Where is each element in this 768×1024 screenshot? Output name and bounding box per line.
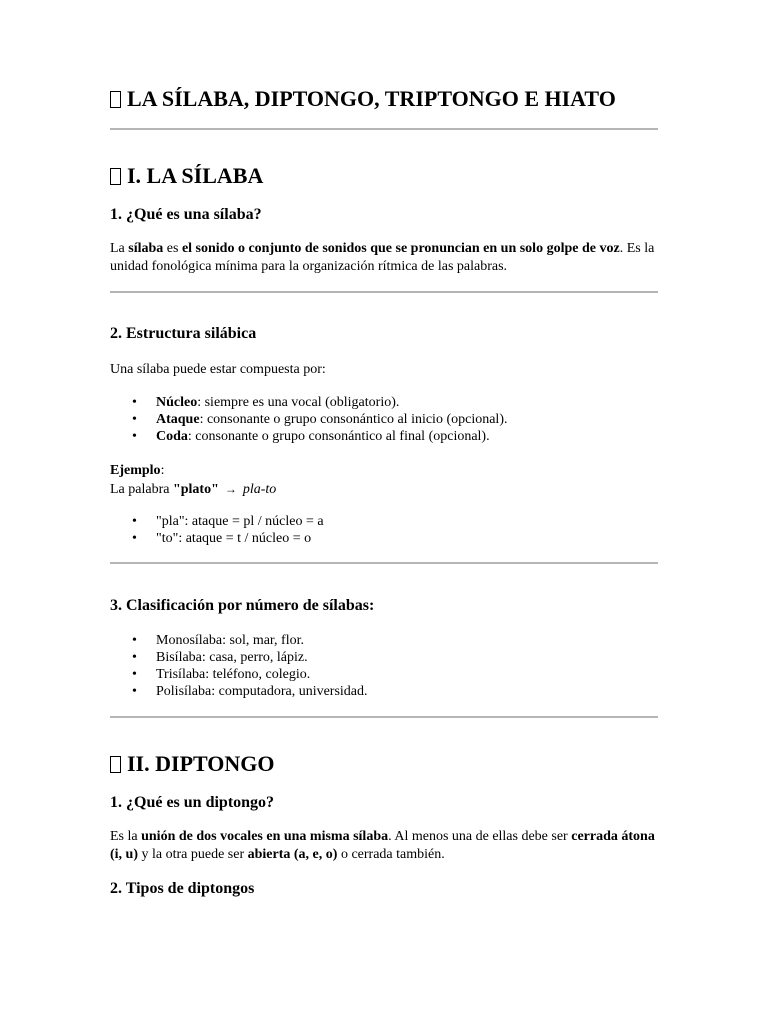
list-clasificacion [110,632,658,700]
divider [110,128,658,130]
list-item: • "to": ataque = t / núcleo = o [110,530,658,547]
list-ejemplo [110,513,658,547]
text-run: : siempre es una vocal (obligatorio). [197,395,400,410]
list-item: • Polisílaba: computadora, universidad. [110,683,658,700]
text-run: . Al menos una de ellas debe ser [388,829,572,844]
subheading-estructura: 2. Estructura silábica [110,325,257,342]
section-heading-text: I. LA SÍLABA [127,163,264,188]
subheading-que-es-silaba: 1. ¿Qué es una sílaba? [110,206,262,223]
bold-word: "plato" [172,482,219,497]
text-run: . Es la unidad fonológica mínima para la organización rítmica de las palabras. [110,241,655,274]
bold-term: abierta (a, e, o) [247,847,338,862]
list-item: • Bisílaba: casa, perro, lápiz. [110,649,658,666]
list-item [110,411,658,428]
paragraph-estructura-intro: Una sílaba puede estar compuesta por: [110,362,326,377]
paragraph-diptongo-definition [110,828,658,864]
text-run: La palabra [110,482,173,497]
arrow-right-icon: → [224,482,237,496]
document-title-text: LA SÍLABA, DIPTONGO, TRIPTONGO E HIATO [127,86,616,111]
text-run: : consonante o grupo consonántico al inicio (opcional). [199,412,508,427]
bold-term: cerrada átona (i, u) [110,829,655,862]
text-run: o cerrada también. [337,847,445,862]
bold-term: Ataque [156,412,200,427]
bold-term: sílaba [128,241,164,256]
subheading-que-es-diptongo: 1. ¿Qué es un diptongo? [110,794,275,811]
section-heading-diptongo [110,751,275,777]
text-run: La [110,241,129,256]
paragraph-silaba-definition [110,240,658,276]
missing-glyph-icon [110,756,121,773]
list-estructura [110,394,658,445]
divider [110,562,658,564]
text-run: : consonante o grupo consonántico al final (opcional). [187,429,490,444]
list-item: • Monosílaba: sol, mar, flor. [110,632,658,649]
bold-label: Ejemplo [110,463,161,478]
divider [110,291,658,293]
bold-term: Coda [156,429,188,444]
divider [110,716,658,718]
text-run: y la otra puede ser [138,847,248,862]
italic-split: pla-to [242,482,277,497]
subheading-clasificacion: 3. Clasificación por número de sílabas: [110,597,375,614]
bold-definition: unión de dos vocales en una misma sílaba [141,829,389,844]
text-run: es [163,241,182,256]
subheading-tipos-diptongos: 2. Tipos de diptongos [110,880,255,897]
text-run: : [160,463,165,478]
missing-glyph-icon [110,91,121,108]
text-run: Es la [110,829,142,844]
bold-term: Núcleo [156,395,198,410]
list-item [110,428,658,445]
section-heading-text: II. DIPTONGO [127,751,275,776]
paragraph-ejemplo [110,462,658,499]
bold-definition: el sonido o conjunto de sonidos que se pronuncian en un solo golpe de voz [181,241,620,256]
missing-glyph-icon [110,168,121,185]
document-title [110,86,616,112]
list-item: • Trisílaba: teléfono, colegio. [110,666,658,683]
section-heading-silaba [110,163,263,189]
list-item [110,394,658,411]
list-item: • "pla": ataque = pl / núcleo = a [110,513,658,530]
